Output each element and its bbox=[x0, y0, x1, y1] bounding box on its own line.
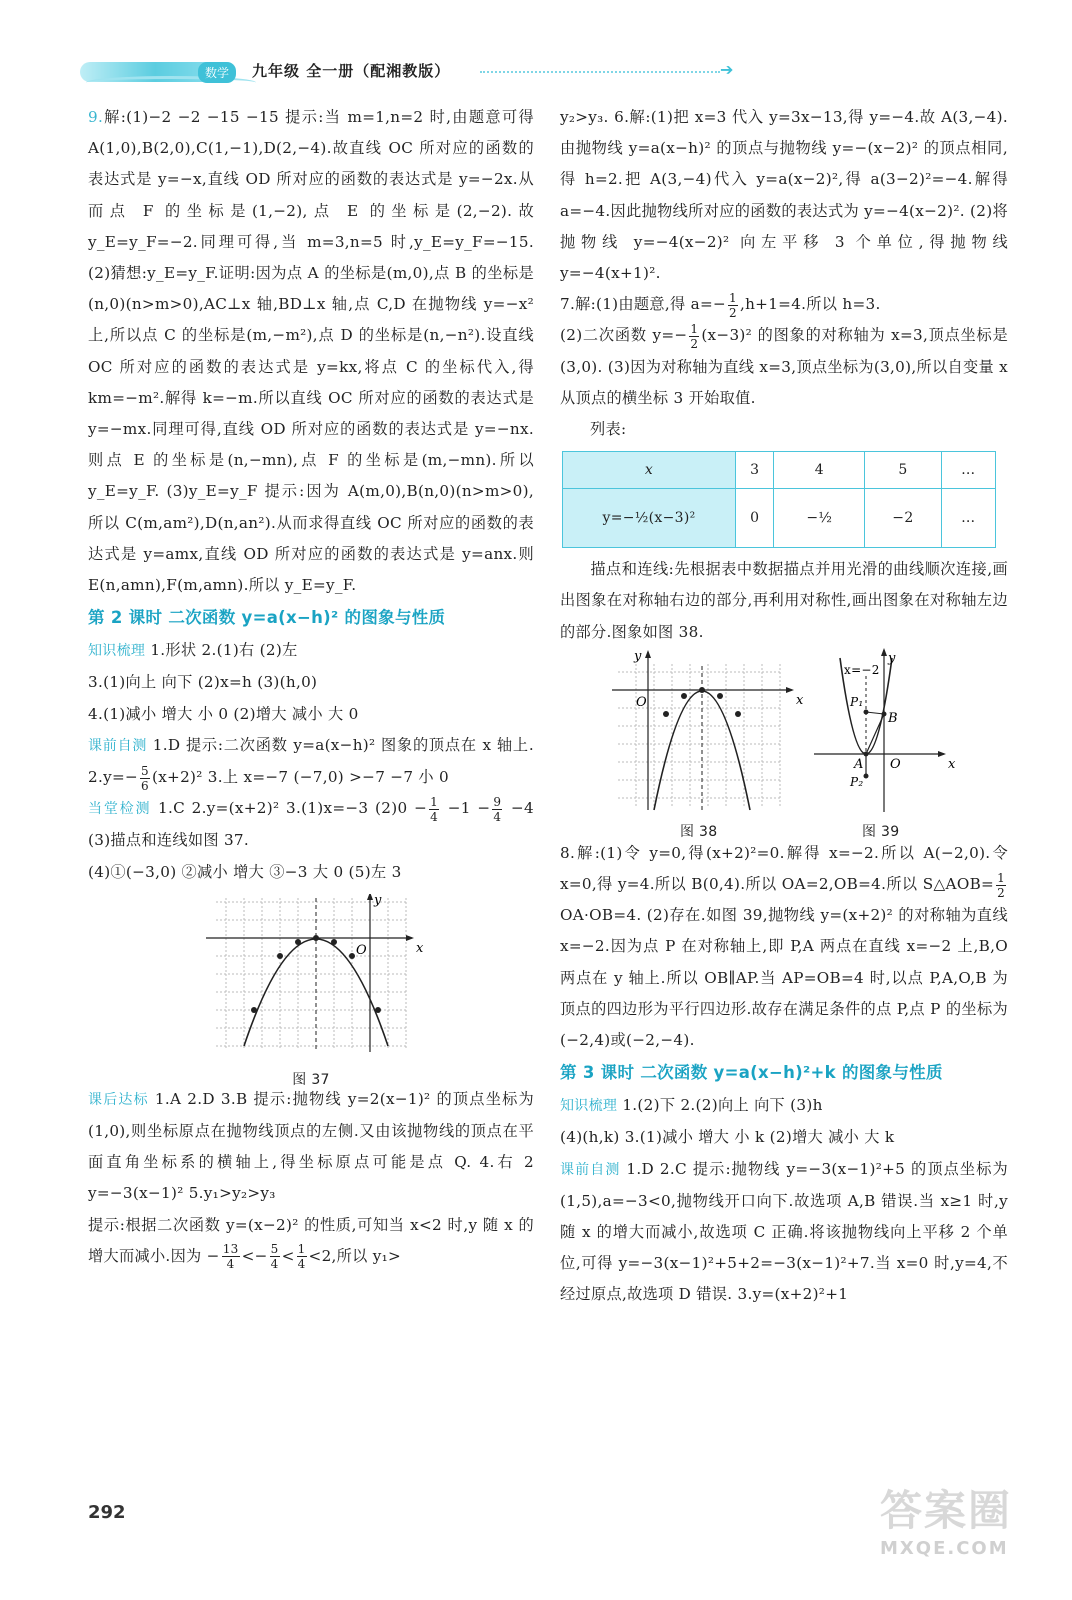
svg-text:y: y bbox=[634, 648, 642, 664]
fraction: $\frac{9}{4}$ bbox=[493, 794, 502, 824]
knowledge-review-3b: (4)(h,k) 3.(1)减小 增大 小 k (2)增大 减小 大 k bbox=[560, 1128, 895, 1147]
value-table bbox=[562, 451, 996, 548]
tag-homework: 课后达标 bbox=[88, 1091, 149, 1108]
table-cell: … bbox=[941, 489, 995, 548]
fraction: $\frac{5}{4}$ bbox=[270, 1242, 279, 1272]
page-number: 292 bbox=[88, 1502, 126, 1523]
graph-37 bbox=[88, 894, 534, 1054]
svg-text:x: x bbox=[948, 756, 956, 772]
section-title-lesson3: 第 3 课时 二次函数 y=a(x−h)²+k 的图象与性质 bbox=[560, 1063, 943, 1083]
svg-text:O: O bbox=[636, 694, 647, 710]
fraction: $\frac{1}{2}$ bbox=[729, 290, 737, 320]
watermark-logo: 答案圈 MXQE.COM bbox=[880, 1486, 1013, 1559]
figure-caption-38: 图 38 bbox=[680, 824, 718, 841]
svg-text:P₁: P₁ bbox=[850, 694, 864, 709]
table-cell: 0 bbox=[736, 489, 774, 548]
table-cell: −½ bbox=[774, 489, 865, 548]
table-cell: … bbox=[941, 452, 995, 489]
graph-38-39 bbox=[560, 648, 1008, 816]
figure-captions bbox=[560, 824, 1008, 847]
page-header bbox=[80, 54, 740, 90]
answer-8: 8.解:(1)令 y=0,得(x+2)²=0.解得 x=−2.所以 A(−2,0).令 x=0,得 y=4.所以 B(0,4).所以 OA=2,OB=4.所以 S△AOB= $\frac{1}{2}$ OA·OB=4. (2)存在.如图 39,抛物线 y=(x+2)² 的对称轴为直线 x=−2.因为点 P 在对称轴上,即 P,A 两点在直线 x=−2 上,B,O 两点在 y 轴上.所以 OB∥AP.当 AP=OB=4 时,以点 P,A,O,B 为顶点的四边形为平行四边形.故存在满足条件的点 P,点 P 的坐标为(−2,4)或(−2,−4). bbox=[560, 843, 1008, 1050]
knowledge-3: 3.(1)向上 向下 (2)x=h (3)(h,0) bbox=[88, 673, 318, 692]
table-cell: 4 bbox=[774, 452, 865, 489]
tag-inclass: 当堂检测 bbox=[88, 801, 152, 818]
svg-text:O: O bbox=[356, 942, 367, 958]
table-row bbox=[563, 489, 996, 548]
fig39-axis-label: x=−2 bbox=[844, 662, 880, 677]
svg-text:x: x bbox=[416, 940, 424, 956]
figure-caption-39: 图 39 bbox=[862, 824, 900, 841]
svg-text:B: B bbox=[888, 710, 898, 726]
answer-6: y₂>y₃. 6.解:(1)把 x=3 代入 y=3x−13,得 y=−4.故 A(3,−4).由抛物线 y=a(x−h)² 的顶点与抛物线 y=−(x−2)² 的顶点相同,得 h=2.把 A(3,−4)代入 y=a(x−2)²,得 a(3−2)²=−4.解得 a=−4.因此抛物线所对应的函数的表达式为 y=−4(x−2)². (2)将抛物线 y=−4(x−2)² 向左平移 3 个单位,得抛物线 y=−4(x+1)². bbox=[560, 108, 1008, 283]
book-title: 九年级 全一册（配湘教版） bbox=[252, 62, 451, 80]
tag-pretest: 课前自测 bbox=[88, 737, 148, 754]
left-column bbox=[88, 102, 534, 1272]
figure-caption-37: 图 37 bbox=[292, 1072, 330, 1089]
fraction: $\frac{1}{2}$ bbox=[997, 870, 1005, 900]
fraction: $\frac{5}{6}$ bbox=[141, 763, 149, 793]
svg-text:O: O bbox=[890, 756, 901, 772]
figure-37 bbox=[88, 893, 534, 1089]
svg-text:y: y bbox=[888, 650, 896, 666]
svg-text:A: A bbox=[854, 756, 864, 772]
table-header-x: x bbox=[563, 452, 736, 489]
in-class-check: 当堂检测 1.C 2.y=(x+2)² 3.(1)x=−3 (2)0 − $\frac{1}{4}$ −1 − $\frac{9}{4}$ −4 (3)描点和连线如图 37. bbox=[88, 794, 535, 850]
answer-7-part2: (2)二次函数 y=− $\frac{1}{2}$ (x−3)² 的图象的对称轴为 x=3,顶点坐标是(3,0). (3)因为对称轴为直线 x=3,顶点坐标为(3,0),所以自变量 x 从顶点的横坐标 3 开始取值. bbox=[560, 321, 1008, 407]
fraction: $\frac{13}{4}$ bbox=[222, 1242, 239, 1272]
pre-class-test-3: 课前自测 1.D 2.C 提示:抛物线 y=−3(x−1)²+5 的顶点坐标为(1,5),a=−3<0,抛物线开口向下.故选项 A,B 错误.当 x≥1 时,y 随 x 的增大而减小,故选项 C 正确.将该抛物线向上平移 2 个单位,可得 y=−3(x−1)²+5+2=−3(x−1)²+7.当 x=0 时,y=4,不经过原点,故选项 D 错误. 3.y=(x+2)²+1 bbox=[560, 1159, 1009, 1304]
knowledge-4: 4.(1)减小 增大 小 0 (2)增大 减小 大 0 bbox=[88, 704, 359, 723]
header-dotted-line bbox=[480, 71, 720, 73]
arrow-right-icon: ➔ bbox=[720, 60, 734, 79]
table-cell: −2 bbox=[865, 489, 941, 548]
svg-text:x: x bbox=[796, 692, 804, 708]
knowledge-review: 知识梳理 1.形状 2.(1)右 (2)左 bbox=[88, 641, 298, 660]
table-cell: 3 bbox=[736, 452, 774, 489]
svg-text:y: y bbox=[374, 893, 382, 908]
plot-description: 描点和连线:先根据表中数据描点并用光滑的曲线顺次连接,画出图象在对称轴右边的部分,再利用对称性,画出图象在对称轴左边的部分.图象如图 38. bbox=[560, 560, 1008, 641]
svg-text:P₂: P₂ bbox=[850, 774, 864, 789]
tag-knowledge: 知识梳理 bbox=[88, 643, 146, 660]
tag-knowledge: 知识梳理 bbox=[560, 1098, 618, 1115]
homework: 课后达标 1.A 2.D 3.B 提示:抛物线 y=2(x−1)² 的顶点坐标为(1,0),则坐标原点在抛物线顶点的左侧.又由该抛物线的顶点在平面直角坐标系的横轴上,得坐标原点可能是点 Q. 4.右 2 y=−3(x−1)² 5.y₁>y₂>y₃ bbox=[88, 1089, 534, 1203]
fraction: $\frac{1}{4}$ bbox=[430, 794, 439, 824]
fraction: $\frac{1}{4}$ bbox=[297, 1242, 306, 1272]
table-row bbox=[563, 452, 996, 489]
in-class-check-4: (4)①(−3,0) ②减小 增大 ③−3 大 0 (5)左 3 bbox=[88, 862, 402, 881]
fraction: $\frac{1}{2}$ bbox=[690, 321, 699, 351]
graph-39 bbox=[814, 648, 956, 812]
figures-38-39 bbox=[560, 648, 1008, 841]
answer-7: 7.解:(1)由题意,得 a=− $\frac{1}{2}$ ,h+1=4.所以 h=3. bbox=[560, 290, 881, 320]
table-cell: 5 bbox=[865, 452, 941, 489]
answer-9: 9.解:(1)−2 −2 −15 −15 提示:当 m=1,n=2 时,由题意可得 A(1,0),B(2,0),C(1,−1),D(2,−4).故直线 OC 所对应的函数的表达式是 y=−x,直线 OD 所对应的函数的表达式是 y=−2x.从而点 F 的坐标是(1,−2),点 E 的坐标是(2,−2).故 y_E=y_F=−2.同理可得,当 m=3,n=5 时,y_E=y_F=−15. (2)猜想:y_E=y_F.证明:因为点 A 的坐标是(m,0),点 B 的坐标是(n,0)(n>m>0),AC⊥x 轴,BD⊥x 轴,点 C,D 在抛物线 y=−x² 上,所以点 C 的坐标是(m,−m²),点 D 的坐标是(n,−n²).设直线 OC 所对应的函数的表达式是 y=kx,将点 C 的坐标代入,得 km=−m².解得 k=−m.所以直线 OC 所对应的函数的表达式是 y=−mx.同理可得,直线 OD 所对应的函数的表达式是 y=−nx.则点 E 的坐标是(n,−mn),点 F 的坐标是(m,−mn).所以 y_E=y_F. (3)y_E=y_F 提示:因为 A(m,0),B(n,0)(n>m>0),所以 C(m,am²),D(n,an²).从而求得直线 OC 所对应的函数的表达式是 y=amx,直线 OD 所对应的函数的表达式是 y=anx.则 E(n,amn),F(m,amn).所以 y_E=y_F. bbox=[88, 108, 534, 595]
pre-class-test: 课前自测 1.D 提示:二次函数 y=a(x−h)² 图象的顶点在 x 轴上. 2.y=− $\frac{5}{6}$ (x+2)² 3.上 x=−7 (−7,0) >−7 −7 小 0 bbox=[88, 735, 535, 793]
section-title-lesson2: 第 2 课时 二次函数 y=a(x−h)² 的图象与性质 bbox=[88, 608, 446, 628]
homework-hint: 提示:根据二次函数 y=(x−2)² 的性质,可知当 x<2 时,y 随 x 的增大而减小.因为 − $\frac{13}{4}$ <− $\frac{5}{4}$ < $\frac{1}{4}$ <2,所以 y₁> bbox=[88, 1215, 534, 1272]
graph-38 bbox=[612, 649, 804, 810]
knowledge-review-3: 知识梳理 1.(2)下 2.(2)向上 向下 (3)h bbox=[560, 1096, 823, 1115]
tag-pretest: 课前自测 bbox=[560, 1161, 621, 1178]
right-column bbox=[560, 102, 1008, 1311]
table-header-y: y=−½(x−3)² bbox=[563, 489, 736, 548]
list-label: 列表: bbox=[590, 420, 627, 439]
subject-tag: 数学 bbox=[198, 62, 236, 83]
